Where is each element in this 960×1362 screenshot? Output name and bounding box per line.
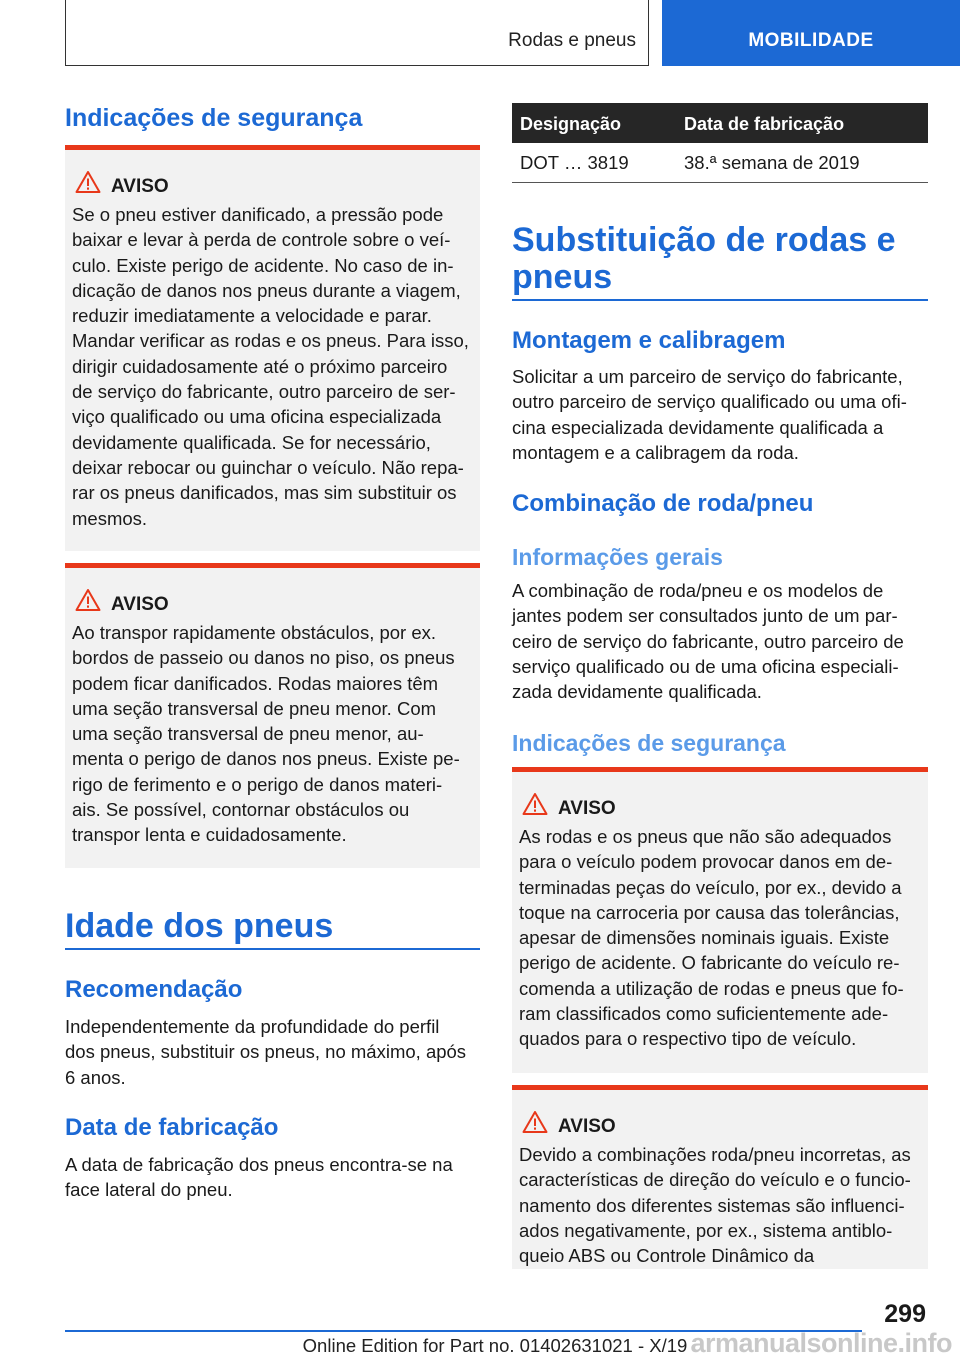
recommendation-heading: Recomendação bbox=[65, 976, 243, 1003]
replace-wheels-heading: Substituição de rodas e pneus bbox=[512, 221, 896, 296]
warning-label: AVISO bbox=[111, 176, 169, 197]
section-rule bbox=[512, 299, 928, 301]
watermark-text: armanualsonline.info bbox=[690, 1328, 952, 1358]
warning-triangle-icon bbox=[75, 588, 101, 612]
header-chapter-tab[interactable] bbox=[662, 0, 960, 66]
warning-box-2 bbox=[65, 563, 480, 868]
warning-triangle-icon bbox=[522, 1110, 548, 1134]
warning-box-1 bbox=[65, 145, 480, 551]
warning-text: Ao transpor rapidamente obstáculos, por ex. bordos de passeio ou danos no piso, os pneus podem ficar danificados. Rodas maiores têm uma seção transversal de pneu menor. Com uma seção transversal de pneu menor, au- menta o perigo de danos nos pneus. Existe pe- rigo de ferimento e o perigo de danos materi- ais. Se possível, contornar obstáculos ou transpor lenta e cuidadosamente. bbox=[72, 622, 460, 846]
general-info-heading: Informações gerais bbox=[512, 544, 723, 570]
header-chapter-label: MOBILIDADE bbox=[748, 30, 874, 51]
header-section-box bbox=[65, 0, 649, 66]
safety-heading-left: Indicações de segurança bbox=[65, 104, 363, 132]
section-rule bbox=[65, 948, 480, 950]
general-info-text: A combinação de roda/pneu e os modelos de jantes podem ser consultados junto de um par- ceiro de serviço do fabricante, outro parceiro de serviço qualificado ou de uma oficina especiali- zada devidamente qualificada. bbox=[512, 580, 904, 703]
mounting-text: Solicitar a um parceiro de serviço do fabricante, outro parceiro de serviço qualificado ou uma ofi- cina especializada devidamente qualificada a montagem e a calibragem da roda. bbox=[512, 366, 907, 463]
table-row bbox=[512, 143, 928, 183]
table-header-date: Data de fabricação bbox=[684, 114, 845, 134]
combination-heading: Combinação de roda/pneu bbox=[512, 490, 814, 517]
manufacture-date-heading: Data de fabricação bbox=[65, 1114, 279, 1141]
recommendation-text: Independentemente da profundidade do perfil dos pneus, substituir os pneus, no máximo, após 6 anos. bbox=[65, 1016, 467, 1088]
page-number: 299 bbox=[884, 1300, 926, 1328]
table-header-designation: Designação bbox=[520, 114, 622, 134]
warning-text: Se o pneu estiver danificado, a pressão pode baixar e levar à perda de controle sobre o veí- culo. Existe perigo de acidente. No caso de in- dicação de danos nos pneus durante a viagem, reduzir imediatamente a velocidade e parar. Mandar verificar as rodas e os pneus. Para isso, dirigir cuidadosamente até o próximo parceiro de serviço do fabricante, outro parceiro de ser- viço qualificado ou uma oficina especializada devidamente qualificada. Se for necessário, deixar rebocar ou guinchar o veículo. Não repa- rar os pneus danificados, mas sim substituir os mesmos. bbox=[72, 204, 469, 529]
warning-label: AVISO bbox=[111, 594, 169, 615]
footer-edition-text: Online Edition for Part no. 01402631021 - X/19 bbox=[302, 1335, 688, 1356]
table-cell-date: 38.ª semana de 2019 bbox=[684, 152, 860, 173]
manufacture-date-text: A data de fabricação dos pneus encontra-se na face lateral do pneu. bbox=[65, 1154, 453, 1201]
safety-heading-right: Indicações de segurança bbox=[512, 730, 786, 756]
warning-triangle-icon bbox=[75, 170, 101, 194]
page-header bbox=[0, 0, 960, 66]
warning-box-3 bbox=[512, 767, 928, 1073]
header-section-title: Rodas e pneus bbox=[508, 30, 636, 51]
warning-box-4 bbox=[512, 1085, 928, 1269]
mounting-heading: Montagem e calibragem bbox=[512, 327, 786, 354]
warning-label: AVISO bbox=[558, 798, 616, 819]
tire-age-heading: Idade dos pneus bbox=[65, 907, 334, 945]
table-cell-designation: DOT … 3819 bbox=[520, 152, 629, 173]
warning-text: As rodas e os pneus que não são adequados para o veículo podem provocar danos em de- terminadas peças do veículo, por ex., devido a toque na carroceria por causa das tolerâncias, apesar de dimensões nominais iguais. Existe perigo de acidente. O fabricante do veículo re- comenda a utilização de rodas e pneus que fo- ram classificados como suficientemente ade- quados para o respectivo tipo de veículo. bbox=[519, 826, 904, 1050]
warning-label: AVISO bbox=[558, 1116, 616, 1137]
warning-text: Devido a combinações roda/pneu incorretas, as características de direção do veículo e o funcio- namento dos diferentes sistemas são influenci- ados negativamente, por ex., sistema antiblo- queio ABS ou Controle Dinâmico da bbox=[519, 1144, 911, 1267]
table-header bbox=[512, 103, 928, 143]
warning-triangle-icon bbox=[522, 792, 548, 816]
